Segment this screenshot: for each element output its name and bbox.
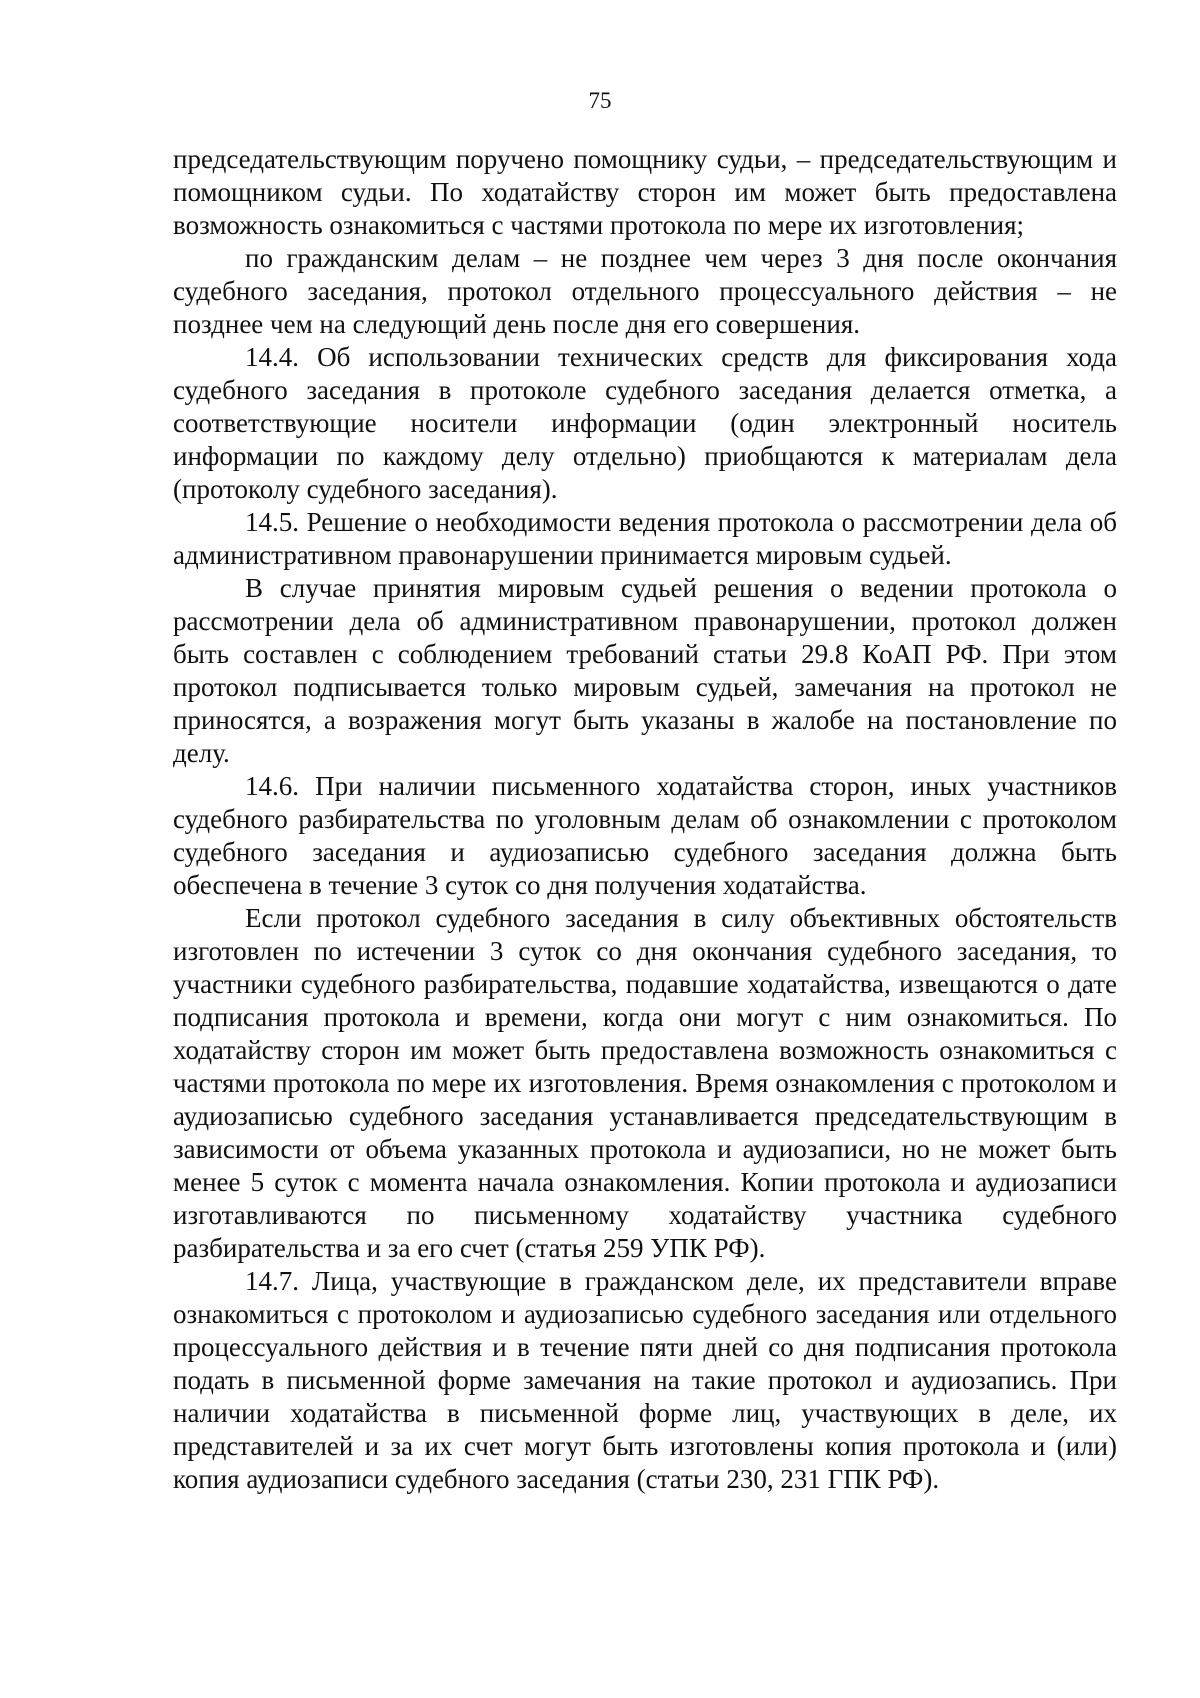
paragraph-2: по гражданским делам – не позднее чем через 3 дня после окончания судебного заседания, протокол отдельного процессуального действия – не позднее чем на следующий день после дня его совершения. [173,243,1117,339]
paragraph-1: председательствующим поручено помощнику судьи, – председательствующим и помощником судьи. По ходатайству сторон им может быть предоставлена возможность ознакомиться с частями протокола по мере их изготовления; [173,144,1117,240]
paragraph-5: В случае принятия мировым судьей решения о ведении протокола о рассмотрении дела об административном правонарушении, протокол должен быть составлен с соблюдением требований статьи 29.8 КоАП РФ. При этом протокол подписывается только мировым судьей, замечания на протокол не приносятся, а возражения могут быть указаны в жалобе на постановление по делу. [173,573,1117,768]
paragraph-4: 14.5. Решение о необходимости ведения протокола о рассмотрении дела об административном правонарушении принимается мировым судьей. [173,507,1117,570]
paragraph-7: Если протокол судебного заседания в силу объективных обстоятельств изготовлен по истечении 3 суток со дня окончания судебного заседания, то участники судебного разбирательства, подавшие ходатайства, извещаются о дате подписания протокола и времени, когда они могут с ним ознакомиться. По ходатайству сторон им может быть предоставлена возможность ознакомиться с частями протокола по мере их изготовления. Время ознакомления с протоколом и аудиозаписью судебного заседания устанавливается председательствующим в зависимости от объема указанных протокола и аудиозаписи, но не может быть менее 5 суток с момента начала ознакомления. Копии протокола и аудиозаписи изготавливаются по письменному ходатайству участника судебного разбирательства и за его счет (статья 259 УПК РФ). [173,903,1117,1263]
paragraph-8: 14.7. Лица, участвующие в гражданском деле, их представители вправе ознакомиться с протоколом и аудиозаписью судебного заседания или отдельного процессуального действия и в течение пяти дней со дня подписания протокола подать в письменной форме замечания на такие протокол и аудиозапись. При наличии ходатайства в письменной форме лиц, участвующих в деле, их представителей и за их счет могут быть изготовлены копия протокола и (или) копия аудиозаписи судебного заседания (статьи 230, 231 ГПК РФ). [173,1266,1117,1494]
paragraph-6: 14.6. При наличии письменного ходатайства сторон, иных участников судебного разбирательства по уголовным делам об ознакомлении с протоколом судебного заседания и аудиозаписью судебного заседания должна быть обеспечена в течение 3 суток со дня получения ходатайства. [173,771,1117,900]
page-number: 75 [588,88,612,113]
document-body [173,143,1117,1496]
paragraph-3: 14.4. Об использовании технических средств для фиксирования хода судебного заседания в протоколе судебного заседания делается отметка, а соответствующие носители информации (один электронный носитель информации по каждому делу отдельно) приобщаются к материалам дела (протоколу судебного заседания). [173,342,1117,504]
